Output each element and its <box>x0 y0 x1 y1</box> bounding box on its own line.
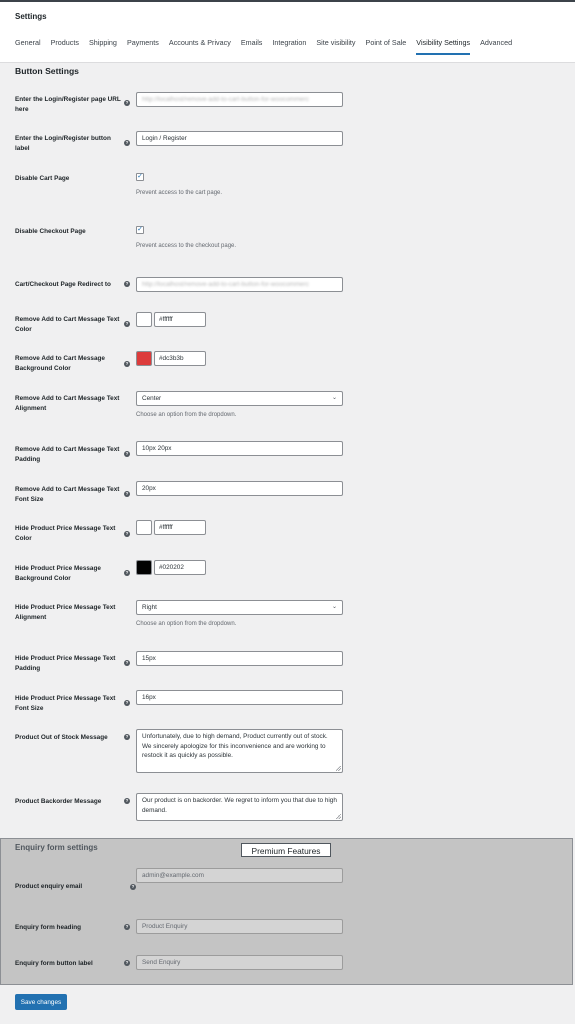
enquiry-button-label-label: Enquiry form button label <box>15 960 93 967</box>
tab-visibility-settings[interactable]: Visibility Settings <box>416 38 470 55</box>
tab-site-visibility[interactable]: Site visibility <box>316 38 356 47</box>
tab-emails[interactable]: Emails <box>240 38 263 47</box>
backorder-textarea[interactable] <box>136 793 343 821</box>
rac-align-description: Choose an option from the dropdown. <box>136 412 237 418</box>
out-of-stock-value: Unfortunately, due to high demand, Product currently out of stock. We sincerely apologize for this inconvenience and are working to restock it as quickly as possible. <box>142 733 328 759</box>
disable-cart-description: Prevent access to the cart page. <box>136 190 223 196</box>
rac-padding-input[interactable]: 10px 20px <box>136 441 343 456</box>
backorder-label: Product Backorder Message <box>15 798 102 805</box>
login-button-label-input[interactable]: Login / Register <box>136 131 343 146</box>
login-url-value: http://localhost/remove-add-to-cart-button-for-woocommerc <box>142 96 309 103</box>
hpp-padding-label: Hide Product Price Message Text Padding <box>15 655 116 672</box>
redirect-value: http://localhost/remove-add-to-cart-button-for-woocommerc <box>142 281 309 288</box>
premium-features-badge: Premium Features <box>241 843 331 857</box>
hpp-align-description: Choose an option from the dropdown. <box>136 621 237 627</box>
rac-align-value: Center <box>142 395 162 402</box>
rac-padding-label: Remove Add to Cart Message Text Padding <box>15 446 120 463</box>
hpp-align-label: Hide Product Price Message Text Alignment <box>15 604 116 621</box>
rac-bg-color-swatch[interactable] <box>136 351 152 366</box>
hpp-text-color-label: Hide Product Price Message Text Color <box>15 525 116 542</box>
disable-checkout-description: Prevent access to the checkout page. <box>136 243 237 249</box>
enquiry-email-label: Product enquiry email <box>15 883 83 890</box>
settings-tabs <box>15 38 522 55</box>
section-title-button-settings: Button Settings <box>15 66 79 76</box>
disable-cart-label: Disable Cart Page <box>15 175 70 182</box>
rac-text-color-label: Remove Add to Cart Message Text Color <box>15 316 120 333</box>
out-of-stock-textarea[interactable] <box>136 729 343 773</box>
help-icon[interactable]: ? <box>125 281 129 286</box>
help-icon[interactable]: ? <box>125 700 129 705</box>
redirect-input[interactable] <box>136 277 343 292</box>
chevron-down-icon: ⌄ <box>331 395 337 401</box>
backorder-value: Our product is on backorder. We regret to inform you that due to high demand. <box>142 797 337 814</box>
disable-cart-checkbox[interactable]: ✓ <box>137 173 143 180</box>
rac-text-color-swatch[interactable] <box>136 312 152 327</box>
help-icon[interactable]: ? <box>125 321 129 326</box>
help-icon[interactable]: ? <box>125 451 129 456</box>
tab-advanced[interactable]: Advanced <box>480 38 513 47</box>
help-icon[interactable]: ? <box>125 734 129 739</box>
rac-bg-color-label: Remove Add to Cart Message Background Color <box>15 355 105 372</box>
help-icon[interactable]: ? <box>125 361 129 366</box>
resize-handle-icon[interactable] <box>336 766 341 771</box>
help-icon[interactable]: ? <box>125 798 129 803</box>
tab-accounts-privacy[interactable]: Accounts & Privacy <box>168 38 231 47</box>
rac-align-label: Remove Add to Cart Message Text Alignment <box>15 395 120 412</box>
help-icon[interactable]: ? <box>125 570 129 575</box>
hpp-padding-input[interactable]: 15px <box>136 651 343 666</box>
admin-bar-edge <box>0 0 575 2</box>
help-icon[interactable]: ? <box>125 924 129 929</box>
help-icon[interactable]: ? <box>125 140 129 145</box>
settings-header <box>0 0 575 63</box>
rac-bg-color-input[interactable]: #dc3b3b <box>154 351 206 366</box>
disable-checkout-label: Disable Checkout Page <box>15 228 86 235</box>
hpp-font-size-label: Hide Product Price Message Text Font Size <box>15 695 116 712</box>
help-icon[interactable]: ? <box>125 100 129 105</box>
login-url-label: Enter the Login/Register page URL here <box>15 96 121 113</box>
enquiry-heading-input[interactable]: Product Enquiry <box>136 919 343 934</box>
chevron-down-icon: ⌄ <box>331 604 337 610</box>
enquiry-heading-label: Enquiry form heading <box>15 924 82 931</box>
login-url-input[interactable] <box>136 92 343 107</box>
tab-general[interactable]: General <box>15 38 41 47</box>
help-icon[interactable]: ? <box>125 531 129 536</box>
tab-payments[interactable]: Payments <box>126 38 159 47</box>
login-button-label-label: Enter the Login/Register button label <box>15 135 111 152</box>
rac-font-size-label: Remove Add to Cart Message Text Font Size <box>15 486 120 503</box>
hpp-bg-color-swatch[interactable] <box>136 560 152 575</box>
hpp-align-value: Right <box>142 604 157 611</box>
section-title-enquiry-form: Enquiry form settings <box>15 843 98 852</box>
help-icon[interactable]: ? <box>125 660 129 665</box>
help-icon[interactable]: ? <box>125 960 129 965</box>
hpp-bg-color-input[interactable]: #020202 <box>154 560 206 575</box>
tab-products[interactable]: Products <box>50 38 79 47</box>
tab-integration[interactable]: Integration <box>272 38 307 47</box>
page-title: Settings <box>15 12 47 21</box>
resize-handle-icon[interactable] <box>336 814 341 819</box>
hpp-bg-color-label: Hide Product Price Message Background Color <box>15 565 101 582</box>
disable-checkout-checkbox[interactable]: ✓ <box>137 226 143 233</box>
rac-font-size-input[interactable]: 20px <box>136 481 343 496</box>
hpp-text-color-input[interactable]: #ffffff <box>154 520 206 535</box>
hpp-align-select[interactable] <box>136 600 343 615</box>
help-icon[interactable]: ? <box>125 491 129 496</box>
help-icon[interactable]: ? <box>131 884 135 889</box>
tab-point-of-sale[interactable]: Point of Sale <box>365 38 407 47</box>
enquiry-email-input[interactable]: admin@example.com <box>136 868 343 883</box>
save-changes-button[interactable]: Save changes <box>15 994 67 1010</box>
hpp-text-color-swatch[interactable] <box>136 520 152 535</box>
rac-text-color-input[interactable]: #ffffff <box>154 312 206 327</box>
rac-align-select[interactable] <box>136 391 343 406</box>
out-of-stock-label: Product Out of Stock Message <box>15 734 108 741</box>
tab-shipping[interactable]: Shipping <box>88 38 117 47</box>
redirect-label: Cart/Checkout Page Redirect to <box>15 281 111 288</box>
hpp-font-size-input[interactable]: 16px <box>136 690 343 705</box>
enquiry-button-label-input[interactable]: Send Enquiry <box>136 955 343 970</box>
